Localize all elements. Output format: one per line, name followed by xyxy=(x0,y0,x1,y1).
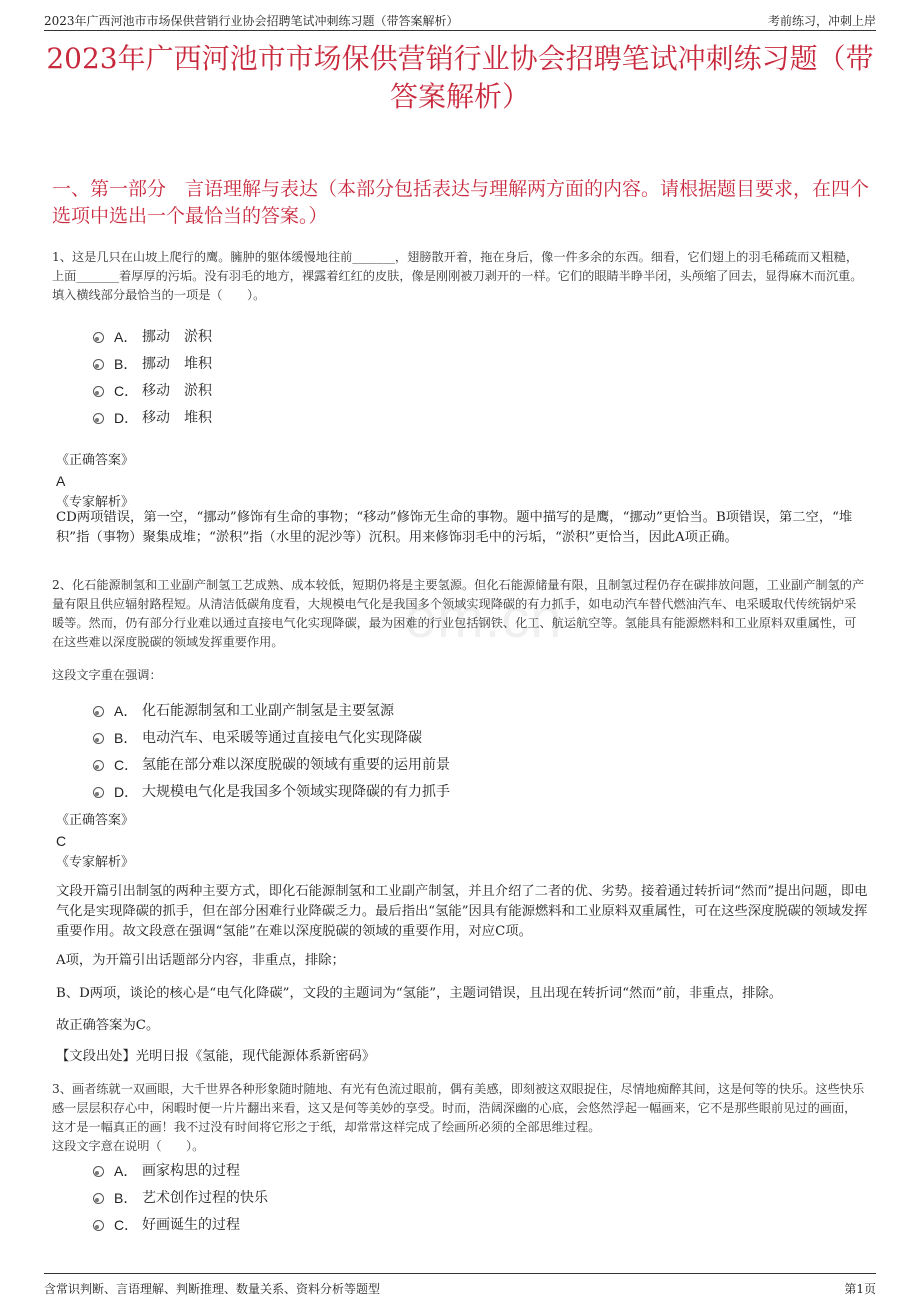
q1-answer-block xyxy=(56,450,870,513)
footer-note: 含常识判断、言语理解、判断推理、数量关系、资料分析等题型 xyxy=(44,1282,381,1296)
question-3-prompt: 这段文字意在说明（ ）。 xyxy=(52,1139,205,1153)
question-1-stem: 1、这是几只在山坡上爬行的鹰。臃肿的躯体缓慢地往前_______，翅膀散开着，拖在身后，像一件多余的东西。细看，它们翅上的羽毛稀疏而又粗糙，上面_______着厚厚的污垢。没有羽毛的地方，裸露着红红的皮肤，像是刚刚被刀剥开的一样。它们的眼睛半睁半闭，头颅缩了回去，显得麻木而沉重。 xyxy=(52,250,863,283)
q2-analysis-p3: B、D两项，谈论的核心是“电气化降碳”，文段的主题词为“氢能”，主题词错误，且出现在转折词“然而”前，非重点，排除。 xyxy=(56,986,783,1001)
page-number: 第1页 xyxy=(844,1282,876,1296)
radio-icon[interactable] xyxy=(93,386,104,397)
question-3-stem: 3、画者练就一双画眼，大千世界各种形象随时随地、有光有色流过眼前，偶有美感，即刻被这双眼捉住，尽情地痴醉其间，这是何等的快乐。这些快乐感一层层积存心中，闲暇时便一片片翻出来看，这又是何等美妙的享受。时而，浩阔深幽的心底，会悠然浮起一幅画来，它不是那些眼前见过的画面，这才是一幅真正的画！我不过没有时间将它形之于纸，却常常这样完成了绘画所必须的全部思维过程。 xyxy=(52,1082,865,1134)
expert-analysis-label: 《专家解析》 xyxy=(56,495,135,510)
section-heading: 一、第一部分 言语理解与表达（本部分包括表达与理解两方面的内容。请根据题目要求，在四个选项中选出一个最恰当的答案。） xyxy=(52,178,870,227)
radio-icon[interactable] xyxy=(93,733,104,744)
question-3 xyxy=(52,1080,868,1156)
q1-option-b[interactable]: B． 挪动 堆积 xyxy=(93,354,212,374)
correct-answer: A xyxy=(56,473,66,489)
page-footer xyxy=(44,1273,876,1302)
q1-analysis: CD两项错误，第一空，“挪动”修饰有生命的事物；“移动”修饰无生命的事物。题中描写的是鹰，“挪动”更恰当。B项错误，第二空，“堆积”指（事物）聚集成堆；“淤积”指（水里的泥沙等）沉积。用来修饰羽毛中的污垢，“淤积”更恰当，因此A项正确。 xyxy=(56,510,853,545)
header-doc-title: 2023年广西河池市市场保供营销行业协会招聘笔试冲刺练习题（带答案解析） xyxy=(44,14,459,28)
q2-analysis-p2: A项，为开篇引出话题部分内容，非重点，排除； xyxy=(56,953,345,968)
radio-icon[interactable] xyxy=(93,760,104,771)
page-header xyxy=(44,0,876,31)
q2-answer-block xyxy=(56,810,870,873)
document-title: 2023年广西河池市市场保供营销行业协会招聘笔试冲刺练习题（带答案解析） xyxy=(46,42,874,113)
q2-analysis-p4: 故正确答案为C。 xyxy=(56,1018,160,1033)
q2-option-b[interactable]: B． 电动汽车、电采暖等通过直接电气化实现降碳 xyxy=(93,728,422,748)
q2-analysis-p1: 文段开篇引出制氢的两种主要方式，即化石能源制氢和工业副产制氢，并且介绍了二者的优、劣势。接着通过转折词“然而”提出问题，即电气化是实现降碳的抓手，但在部分困难行业降碳乏力。最后指出“氢能”因具有能源燃料和工业原料双重属性，可在这些深度脱碳的领域发挥重要作用。故文段意在强调“氢能”在难以深度脱碳的领域的重要作用，对应C项。 xyxy=(56,884,868,939)
question-1-prompt: 填入横线部分最恰当的一项是（ ）。 xyxy=(52,288,266,302)
correct-answer-label: 《正确答案》 xyxy=(56,813,135,828)
watermark: om.cn xyxy=(405,586,563,649)
q1-option-d[interactable]: D． 移动 堆积 xyxy=(93,408,212,428)
correct-answer-label: 《正确答案》 xyxy=(56,453,135,468)
radio-icon[interactable] xyxy=(93,332,104,343)
q3-option-a[interactable]: A． 画家构思的过程 xyxy=(93,1161,240,1181)
question-1 xyxy=(52,248,868,305)
radio-icon[interactable] xyxy=(93,413,104,424)
question-2 xyxy=(52,576,868,652)
question-2-prompt: 这段文字重在强调： xyxy=(52,668,162,682)
q1-option-a[interactable]: A． 挪动 淤积 xyxy=(93,327,212,347)
q1-option-c[interactable]: C． 移动 淤积 xyxy=(93,381,212,401)
q2-option-c[interactable]: C． 氢能在部分难以深度脱碳的领域有重要的运用前景 xyxy=(93,755,450,775)
radio-icon[interactable] xyxy=(93,1166,104,1177)
q2-source: 【文段出处】光明日报《氢能，现代能源体系新密码》 xyxy=(56,1049,376,1064)
radio-icon[interactable] xyxy=(93,787,104,798)
q3-option-c[interactable]: C． 好画诞生的过程 xyxy=(93,1215,240,1235)
q2-option-a[interactable]: A． 化石能源制氢和工业副产制氢是主要氢源 xyxy=(93,701,394,721)
radio-icon[interactable] xyxy=(93,359,104,370)
q3-option-b[interactable]: B． 艺术创作过程的快乐 xyxy=(93,1188,268,1208)
correct-answer: C xyxy=(56,833,67,849)
header-slogan: 考前练习，冲刺上岸 xyxy=(767,14,876,28)
expert-analysis-label: 《专家解析》 xyxy=(56,855,135,870)
radio-icon[interactable] xyxy=(93,706,104,717)
radio-icon[interactable] xyxy=(93,1220,104,1231)
q2-option-d[interactable]: D． 大规模电气化是我国多个领域实现降碳的有力抓手 xyxy=(93,782,450,802)
question-2-stem: 2、化石能源制氢和工业副产制氢工艺成熟、成本较低，短期仍将是主要氢源。但化石能源储量有限，且制氢过程仍存在碳排放问题，工业副产制氢的产量有限且供应辐射路程短。从清洁低碳角度看，大规模电气化是我国多个领域实现降碳的有力抓手，如电动汽车替代燃油汽车、电采暖取代传统锅炉采暖等。然而，仍有部分行业难以通过直接电气化实现降碳，最为困难的行业包括钢铁、化工、航运航空等。氢能具有能源燃料和工业原料双重属性，可在这些难以深度脱碳的领域发挥重要作用。 xyxy=(52,578,865,649)
radio-icon[interactable] xyxy=(93,1193,104,1204)
